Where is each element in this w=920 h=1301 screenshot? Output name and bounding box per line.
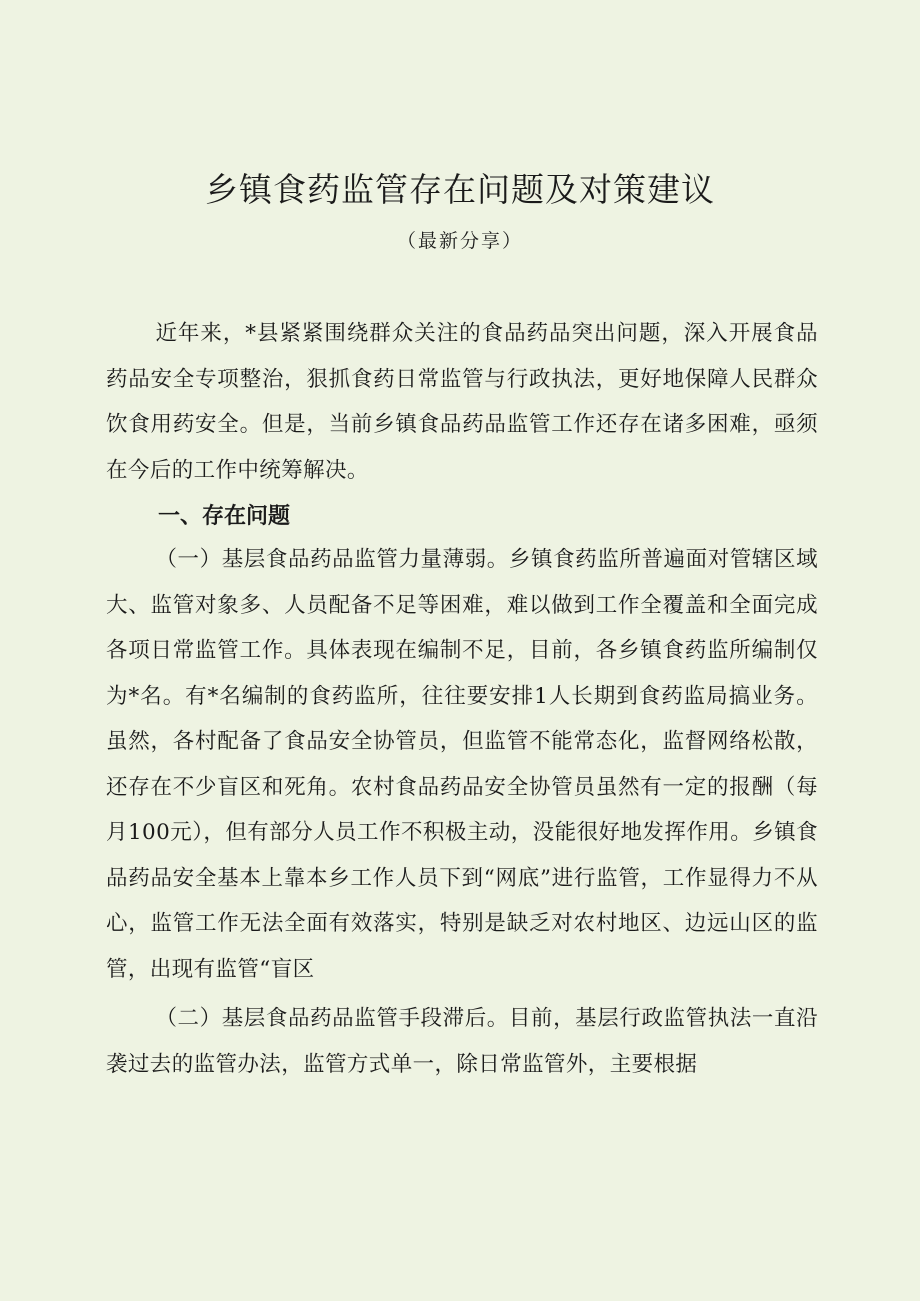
section-heading: 一、存在问题: [158, 504, 291, 529]
intro-paragraph: 近年来，*县紧紧围绕群众关注的食品药品突出问题，深入开展食品药品安全专项整治，狠抓食药日常监管与行政执法，更好地保障人民群众饮食用药安全。但是，当前乡镇食品药品监管工作还存在诸多困难，亟须在今后的工作中统筹解决。: [106, 321, 818, 483]
document-title: 乡镇食药监管存在问题及对策建议: [205, 170, 715, 209]
document-subtitle: （最新分享）: [396, 230, 523, 252]
problem-two-paragraph: （二）基层食品药品监管手段滞后。目前，基层行政监管执法一直沿袭过去的监管办法，监管方式单一，除日常监管外，主要根据: [106, 1006, 818, 1077]
problem-one-paragraph: （一）基层食品药品监管力量薄弱。乡镇食药监所普遍面对管辖区域大、监管对象多、人员配备不足等困难，难以做到工作全覆盖和全面完成各项日常监管工作。具体表现在编制不足，目前，各乡镇食药监所编制仅为*名。有*名编制的食药监所，往往要安排1人长期到食药监局搞业务。虽然，各村配备了食品安全协管员，但监管不能常态化，监督网络松散，还存在不少盲区和死角。农村食品药品安全协管员虽然有一定的报酬（每月100元），但有部分人员工作不积极主动，没能很好地发挥作用。乡镇食品药品安全基本上靠本乡工作人员下到“网底”进行监管，工作显得力不从心，监管工作无法全面有效落实，特别是缺乏对农村地区、边远山区的监管，出现有监管“盲区: [106, 547, 818, 982]
